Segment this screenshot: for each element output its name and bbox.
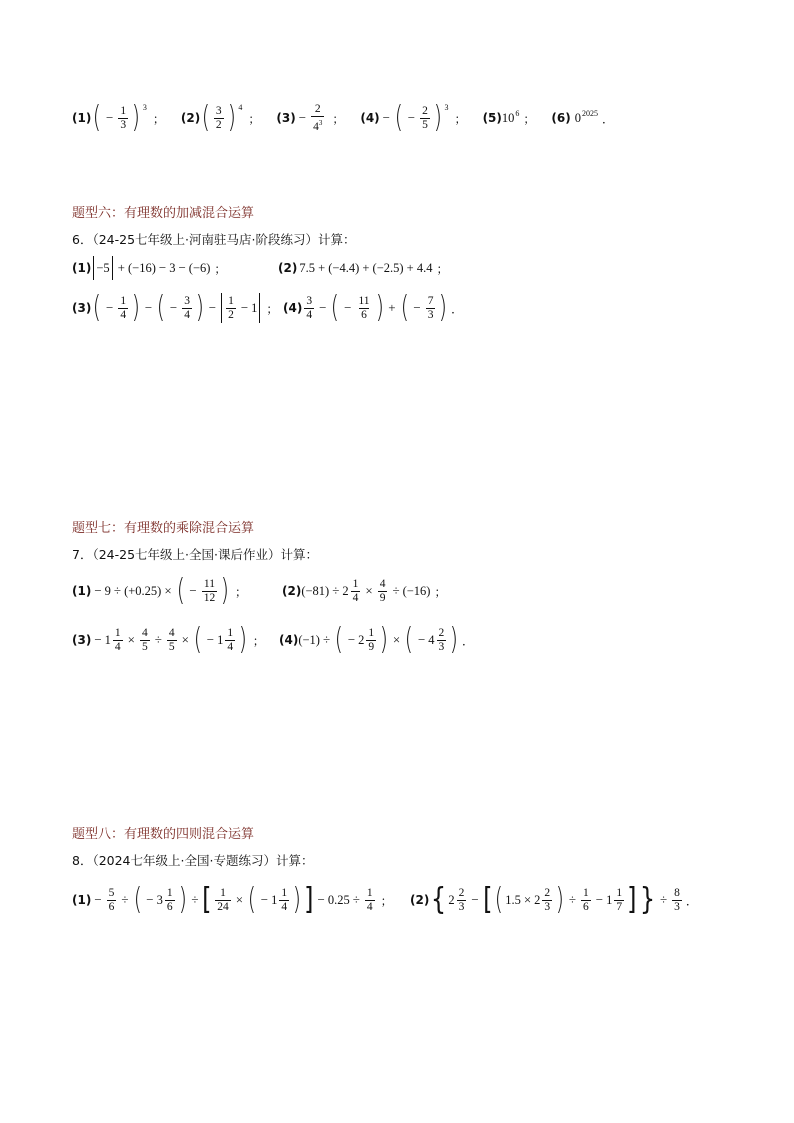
sec6-q4: (4) $\frac{3}{4}$ − ( − $\frac{11}{6}$ ) + ( − $\frac{7}{3}$ ) ． [283,290,464,325]
separator: ； [266,301,279,316]
section-6-heading: 题型六：有理数的加减混合运算 [72,206,255,221]
separator: ； [523,111,536,126]
question-label: (4) [283,301,303,315]
paren-close: ) [131,100,141,135]
section-7-problem: 7．（24-25七年级上·全国·课后作业）计算： [72,547,318,562]
question-label: (2) [410,893,430,907]
separator: ； [380,893,393,908]
sec8-q2: (2) { 2 $\frac{2}{3}$ − [ ( 1.5 × 2 $\frac{2}{3}$ ) ÷ $\frac{1}{6}$ − 1 $\frac{1}{7}$ ] } ÷ $\frac{8}{3}$ ． [410,882,698,917]
sec8-q1: (1) − $\frac{5}{6}$ ÷ ( − 3 $\frac{1}{6}$ ) ÷ [ $\frac{1}{24}$ × ( − 1 $\frac{1}{4}$ ) ] − 0.25 ÷ $\frac{1}{4}$ ； [72,882,393,917]
intro-label-4: (4) [360,111,380,125]
exponent: 3 [444,102,449,112]
separator: ； [214,261,227,276]
sec6-q1: (1) −5 + (−16) − 3 − (−6) ； [72,256,226,280]
sec6-q2 [278,256,449,280]
separator: ； [454,111,467,126]
intro-label-5: (5) [482,111,502,125]
question-label: (1) [72,584,92,598]
section-8-heading: 题型八：有理数的四则混合运算 [72,827,255,842]
intro-exercise-line: (1) ( − $\frac{1}{3}$ ) 3 ； (2) ( $\frac{3}{2}$ ) 4 ； (3) − $\frac{2}{4^3}$ ； (4) − ( − $\frac{2}{5}$ ) 3 ； (5) 10 6 ； (6) 0 2025 ． [72,100,614,135]
separator: ； [332,111,345,126]
separator: ； [248,111,261,126]
paren-close: ) [433,100,442,135]
intro-label-1: (1) [72,111,92,125]
sec7-q1: (1) − 9 ÷ (+0.25) × ( − $\frac{11}{12}$ ) ； [72,573,247,608]
question-label: (3) [72,301,92,315]
sec7-q2: (2) (−81) ÷ 2 $\frac{1}{4}$ × $\frac{4}{9}$ ÷ (−16) ； [282,577,447,604]
exponent: 3 [142,102,147,112]
sec7-q3: (3) − 1 $\frac{1}{4}$ × $\frac{4}{5}$ ÷ $\frac{4}{5}$ × ( − 1 $\frac{1}{4}$ ) ； [72,622,265,657]
fraction: $\frac{1}{3}$ [120,104,127,131]
section-8-problem: 8．（2024七年级上·全国·专题练习）计算： [72,853,314,868]
question-label: (3) [72,633,92,647]
period: ． [601,111,614,126]
separator: ； [234,584,247,599]
period: ． [451,301,464,316]
question-label: (1) [72,261,92,275]
question-label: (2) [278,261,298,275]
exponent: 3 [318,118,323,127]
fraction: $\frac{2}{5}$ [422,104,428,131]
paren-open: ( [93,100,102,135]
section-6-problem: 6．（24-25七年级上·河南驻马店·阶段练习）计算： [72,232,356,247]
question-label: (2) [282,584,302,598]
power-base: 0 [574,110,581,125]
question-label: (1) [72,893,92,907]
paren-open: ( [201,100,211,135]
sec6-q3: (3) ( − $\frac{1}{4}$ ) − ( − $\frac{3}{4}$ ) − $\frac{1}{2}$ − 1 ； [72,290,279,325]
power-base: 10 [501,110,515,125]
intro-label-3: (3) [276,111,296,125]
sec7-q4: (4) (−1) ÷ ( − 2 $\frac{1}{9}$ ) × ( − 4 $\frac{2}{3}$ ) ． [279,622,475,657]
intro-label-6: (6) [551,111,571,125]
section-7-heading: 题型七：有理数的乘除混合运算 [72,521,255,536]
period: ． [685,893,698,908]
fraction: $\frac{2}{4^3}$ [313,102,323,133]
exponent: 6 [515,108,520,118]
exponent: 2025 [581,108,598,118]
paren-close: ) [227,100,236,135]
separator: ； [252,633,265,648]
question-label: (4) [279,633,299,647]
exponent: 4 [238,102,243,112]
separator: ； [436,261,449,276]
paren-open: ( [394,100,403,135]
fraction: $\frac{3}{2}$ [215,104,222,131]
separator: ； [152,111,165,126]
expression: 7.5 + (−4.4) + (−2.5) + 4.4 [299,260,433,275]
intro-label-2: (2) [180,111,201,125]
separator: ； [434,584,447,599]
period: ． [462,633,475,648]
